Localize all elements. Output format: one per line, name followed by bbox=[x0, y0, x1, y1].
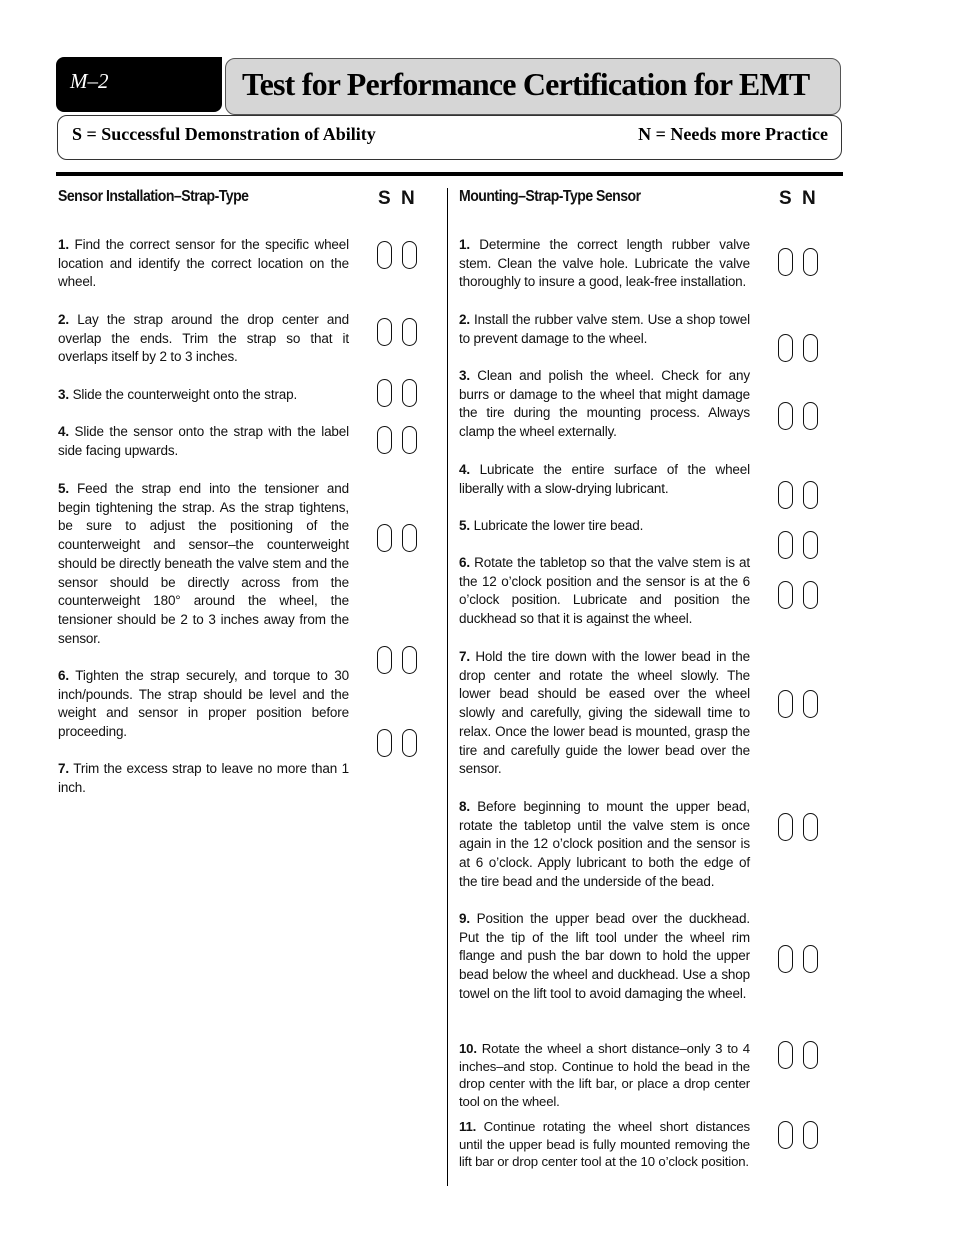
left-step-1-checkboxes bbox=[377, 241, 427, 271]
right-section-heading: Mounting–Strap-Type Sensor bbox=[459, 188, 641, 205]
left-step-5 bbox=[58, 480, 349, 648]
right-step-5-checkboxes bbox=[778, 531, 828, 561]
n-checkbox[interactable] bbox=[803, 581, 818, 609]
right-step-8 bbox=[459, 798, 750, 892]
s-checkbox[interactable] bbox=[778, 1041, 793, 1069]
step-text: Find the correct sensor for the specific wheel location and identify the correct location on the wheel. bbox=[58, 237, 349, 290]
right-step-4 bbox=[459, 461, 750, 498]
step-text: Lubricate the lower tire bead. bbox=[469, 518, 644, 533]
left-step-7 bbox=[58, 760, 349, 797]
step-number: 9. bbox=[459, 911, 470, 926]
legend-needs-practice: N = Needs more Practice bbox=[638, 124, 828, 144]
step-text: Position the upper bead over the duckhead. Put the tip of the lift tool under the wheel rim flange and push the bar down to hold the upper bead below the wheel and duckhead. Use a shop towel on the lift tool to avoid damaging the wheel. bbox=[459, 911, 750, 1001]
step-number: 5. bbox=[459, 518, 470, 533]
right-step-10 bbox=[459, 1040, 750, 1110]
step-number: 4. bbox=[459, 462, 470, 477]
left-step-2 bbox=[58, 311, 349, 367]
right-step-6-checkboxes bbox=[778, 581, 828, 611]
right-step-6 bbox=[459, 554, 750, 629]
step-number: 5. bbox=[58, 481, 69, 496]
left-s-header: S bbox=[378, 188, 391, 209]
n-checkbox[interactable] bbox=[402, 318, 417, 346]
step-text: Lubricate the entire surface of the wheel liberally with a slow-drying lubricant. bbox=[459, 462, 750, 496]
right-step-8-checkboxes bbox=[778, 813, 828, 843]
left-step-3-checkboxes bbox=[377, 379, 427, 409]
n-checkbox[interactable] bbox=[803, 481, 818, 509]
right-step-2-checkboxes bbox=[778, 334, 828, 364]
step-text: Trim the excess strap to leave no more than 1 inch. bbox=[58, 761, 349, 795]
right-step-2 bbox=[459, 311, 750, 348]
step-number: 1. bbox=[459, 237, 470, 252]
n-checkbox[interactable] bbox=[803, 1121, 818, 1149]
step-number: 10. bbox=[459, 1041, 477, 1056]
right-step-10-checkboxes bbox=[778, 1041, 828, 1071]
right-step-9 bbox=[459, 910, 750, 1004]
page-tag bbox=[56, 57, 222, 112]
right-step-5 bbox=[459, 517, 750, 536]
n-checkbox[interactable] bbox=[803, 531, 818, 559]
right-step-1 bbox=[459, 236, 750, 292]
left-step-2-checkboxes bbox=[377, 318, 427, 348]
step-number: 8. bbox=[459, 799, 470, 814]
step-number: 7. bbox=[58, 761, 69, 776]
right-step-11 bbox=[459, 1118, 750, 1171]
n-checkbox[interactable] bbox=[402, 426, 417, 454]
s-checkbox[interactable] bbox=[778, 581, 793, 609]
step-number: 6. bbox=[58, 668, 69, 683]
n-checkbox[interactable] bbox=[402, 379, 417, 407]
step-text: Tighten the strap securely, and torque to 30 inch/pounds. The strap should be level and the weight and sensor in proper position before proceeding. bbox=[58, 668, 349, 740]
n-checkbox[interactable] bbox=[803, 402, 818, 430]
right-step-3-checkboxes bbox=[778, 402, 828, 432]
s-checkbox[interactable] bbox=[778, 690, 793, 718]
left-n-header: N bbox=[401, 188, 415, 209]
left-step-6-checkboxes bbox=[377, 646, 427, 676]
left-step-4-checkboxes bbox=[377, 426, 427, 456]
s-checkbox[interactable] bbox=[778, 945, 793, 973]
step-text: Hold the tire down with the lower bead in the drop center and rotate the wheel slowly. The lower bead should be eased over the wheel slowly and carefully, giving the sidewall time to relax. Once the lower bead is mounted, grasp the tire and carefully guide the lower bead over the sensor. bbox=[459, 649, 750, 777]
left-step-1 bbox=[58, 236, 349, 292]
s-checkbox[interactable] bbox=[778, 1121, 793, 1149]
right-step-9-checkboxes bbox=[778, 945, 828, 975]
header-rule bbox=[56, 172, 843, 176]
n-checkbox[interactable] bbox=[803, 334, 818, 362]
step-text: Continue rotating the wheel short distances until the upper bead is fully mounted removing the lift bar or drop center tool at the 10 o’clock position. bbox=[459, 1119, 750, 1169]
s-checkbox[interactable] bbox=[377, 426, 392, 454]
s-checkbox[interactable] bbox=[377, 241, 392, 269]
s-checkbox[interactable] bbox=[778, 531, 793, 559]
n-checkbox[interactable] bbox=[402, 646, 417, 674]
left-step-6 bbox=[58, 667, 349, 742]
s-checkbox[interactable] bbox=[377, 646, 392, 674]
step-text: Slide the sensor onto the strap with the label side facing upwards. bbox=[58, 424, 349, 458]
step-text: Rotate the wheel a short distance–only 3 to 4 inches–and stop. Continue to hold the bead in the drop center with the lift bar, or place a drop center tool on the wheel. bbox=[459, 1041, 750, 1109]
step-text: Install the rubber valve stem. Use a shop towel to prevent damage to the wheel. bbox=[459, 312, 750, 346]
n-checkbox[interactable] bbox=[803, 248, 818, 276]
legend-box bbox=[57, 115, 842, 160]
legend-successful: S = Successful Demonstration of Ability bbox=[72, 124, 376, 144]
step-number: 7. bbox=[459, 649, 470, 664]
s-checkbox[interactable] bbox=[778, 402, 793, 430]
step-text: Slide the counterweight onto the strap. bbox=[68, 387, 298, 402]
n-checkbox[interactable] bbox=[803, 1041, 818, 1069]
step-number: 6. bbox=[459, 555, 470, 570]
right-step-1-checkboxes bbox=[778, 248, 828, 278]
s-checkbox[interactable] bbox=[377, 379, 392, 407]
s-checkbox[interactable] bbox=[778, 813, 793, 841]
title-bar bbox=[225, 58, 841, 115]
s-checkbox[interactable] bbox=[778, 334, 793, 362]
s-checkbox[interactable] bbox=[778, 248, 793, 276]
right-step-7 bbox=[459, 648, 750, 779]
page-tag-label: M–2 bbox=[70, 69, 109, 93]
s-checkbox[interactable] bbox=[377, 729, 392, 757]
step-text: Lay the strap around the drop center and overlap the ends. Trim the strap so that it overlaps itself by 2 to 3 inches. bbox=[58, 312, 349, 365]
n-checkbox[interactable] bbox=[402, 241, 417, 269]
step-text: Feed the strap end into the tensioner and begin tightening the strap. As the strap tightens, be sure to adjust the positioning of the counterweight and sensor–the counterweight should be directly beneath the valve stem and the sensor should be directly across from the counterweight 180° around the wheel, the tensioner should be 2 to 3 inches away from the sensor. bbox=[58, 481, 349, 646]
n-checkbox[interactable] bbox=[402, 524, 417, 552]
left-step-7-checkboxes bbox=[377, 729, 427, 759]
page-title: Test for Performance Certification for EMT bbox=[242, 66, 810, 102]
left-step-4 bbox=[58, 423, 349, 460]
n-checkbox[interactable] bbox=[402, 729, 417, 757]
step-number: 4. bbox=[58, 424, 69, 439]
left-step-5-checkboxes bbox=[377, 524, 427, 554]
column-divider bbox=[447, 188, 448, 1186]
right-step-3 bbox=[459, 367, 750, 442]
s-checkbox[interactable] bbox=[778, 481, 793, 509]
s-checkbox[interactable] bbox=[377, 318, 392, 346]
right-step-4-checkboxes bbox=[778, 481, 828, 511]
right-n-header: N bbox=[802, 188, 816, 209]
step-number: 1. bbox=[58, 237, 69, 252]
s-checkbox[interactable] bbox=[377, 524, 392, 552]
step-number: 3. bbox=[58, 387, 69, 402]
right-s-header: S bbox=[779, 188, 792, 209]
step-number: 11. bbox=[459, 1119, 477, 1134]
step-number: 2. bbox=[58, 312, 69, 327]
left-section-heading: Sensor Installation–Strap-Type bbox=[58, 188, 249, 205]
step-text: Clean and polish the wheel. Check for any burrs or damage to the wheel that might damage the tire during the mounting process. Always clamp the wheel externally. bbox=[459, 368, 750, 440]
step-text: Determine the correct length rubber valve stem. Clean the valve hole. Lubricate the valve thoroughly to insure a good, leak-free installation. bbox=[459, 237, 750, 290]
step-number: 2. bbox=[459, 312, 470, 327]
right-step-11-checkboxes bbox=[778, 1121, 828, 1151]
n-checkbox[interactable] bbox=[803, 813, 818, 841]
n-checkbox[interactable] bbox=[803, 690, 818, 718]
step-text: Before beginning to mount the upper bead, rotate the tabletop until the valve stem is once again in the 12 o’clock position and the sensor is at 6 o’clock. Apply lubricant to both the edge of the tire bead and the underside of the bead. bbox=[459, 799, 750, 889]
right-step-7-checkboxes bbox=[778, 690, 828, 720]
step-number: 3. bbox=[459, 368, 470, 383]
left-step-3 bbox=[58, 386, 349, 405]
n-checkbox[interactable] bbox=[803, 945, 818, 973]
step-text: Rotate the tabletop so that the valve stem is at the 12 o’clock position and the sensor is at the 6 o’clock position. Lubricate and position the duckhead so that it is against the wheel. bbox=[459, 555, 750, 627]
